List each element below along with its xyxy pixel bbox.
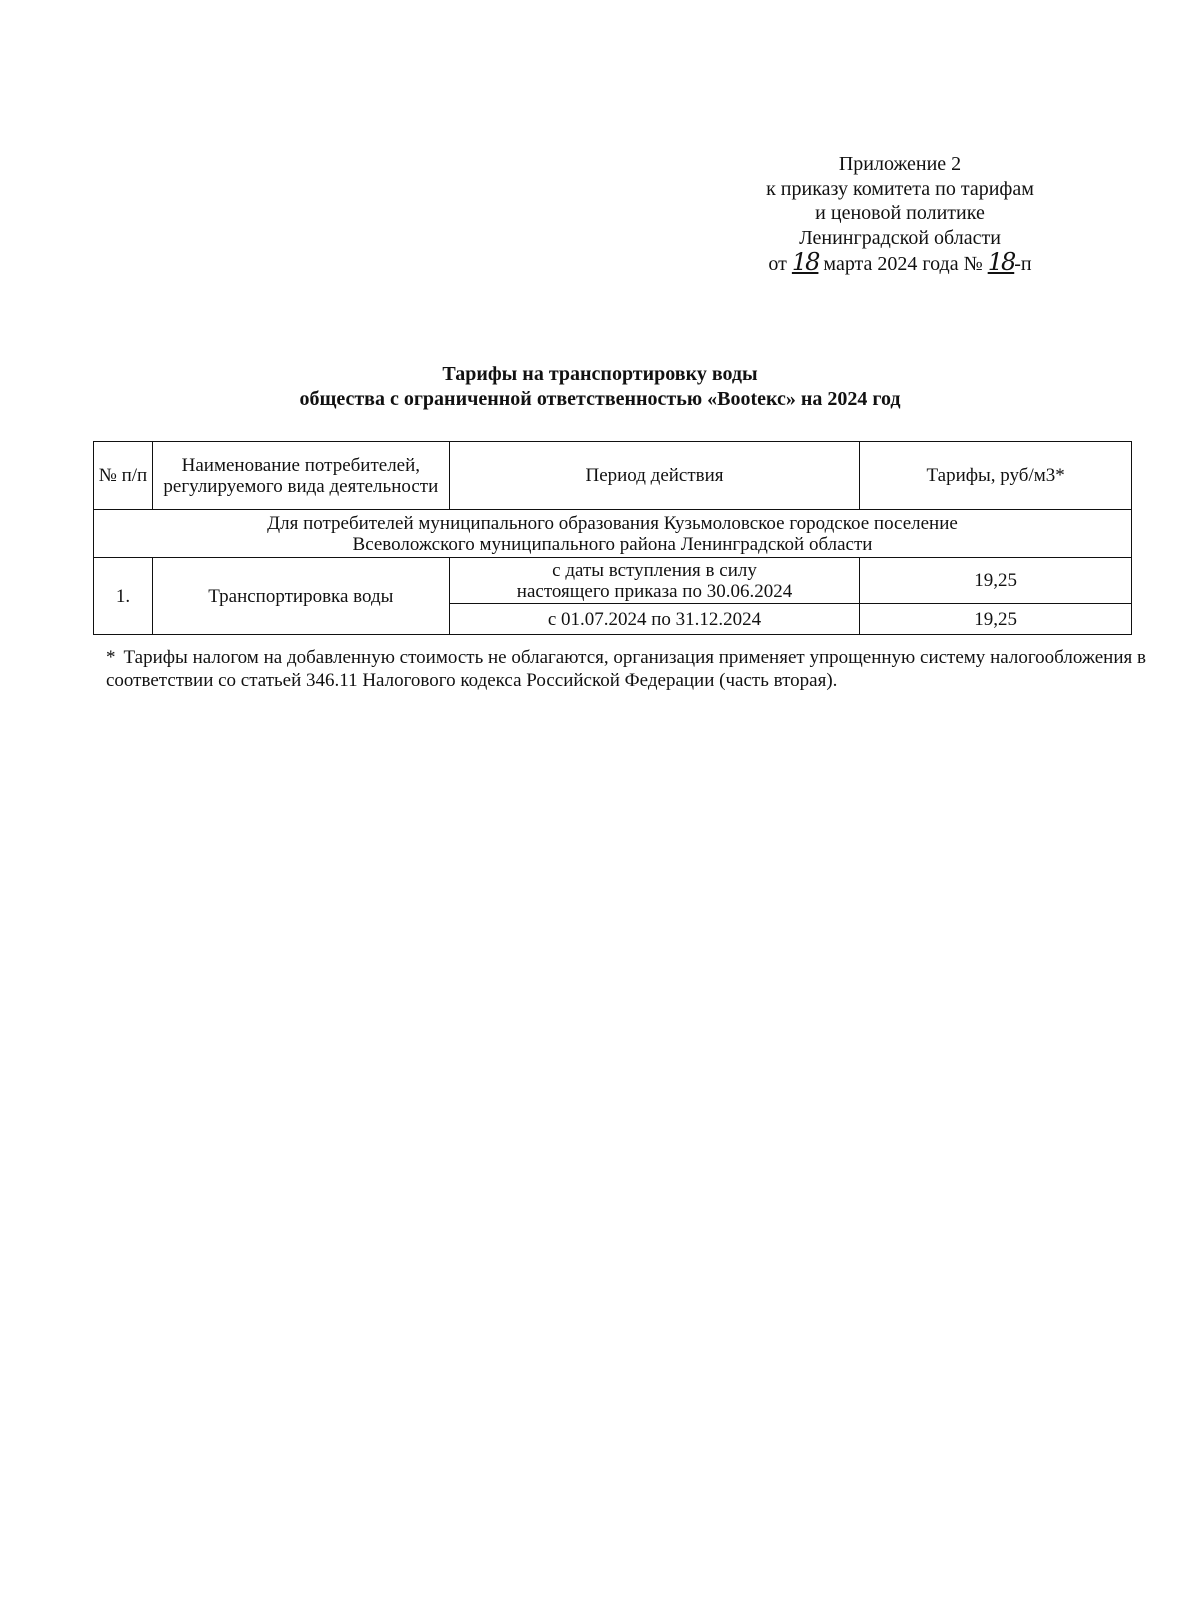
- table-row: [94, 558, 1132, 604]
- tariff-table: [93, 441, 1132, 635]
- appendix-line-4: Ленинградской области: [799, 226, 1001, 249]
- row-tariff-1: 19,25: [860, 558, 1132, 604]
- appendix-header: [700, 152, 1100, 277]
- row-period-1: [449, 558, 860, 604]
- header-tariff: Тарифы, руб/м3*: [860, 442, 1132, 510]
- header-period: Период действия: [449, 442, 860, 510]
- row-name: Транспортировка воды: [152, 558, 449, 635]
- row-period-2: с 01.07.2024 по 31.12.2024: [449, 604, 860, 635]
- header-num: № п/п: [94, 442, 153, 510]
- group-line-2: Всеволожского муниципального района Ленинградской области: [352, 533, 873, 555]
- appendix-date-line: [700, 250, 1100, 277]
- row-tariff-2: 19,25: [860, 604, 1132, 635]
- group-cell: [94, 510, 1132, 558]
- table-header-row: [94, 442, 1132, 510]
- appendix-line-1: Приложение 2: [838, 153, 962, 175]
- title-line-1: Тарифы на транспортировку воды: [442, 363, 758, 385]
- header-name: Наименование потребителей, регулируемого вида деятельности: [152, 442, 449, 510]
- period-1-line-1: с даты вступления в силу: [552, 559, 757, 581]
- group-line-1: Для потребителей муниципального образования Кузьмоловское городское поселение: [267, 512, 958, 534]
- handwritten-number: 18: [987, 248, 1015, 276]
- appendix-line-3: и ценовой политике: [815, 202, 985, 224]
- number-suffix: -п: [1014, 253, 1032, 275]
- period-1-line-2: настоящего приказа по 30.06.2024: [516, 580, 793, 602]
- row-num: 1.: [94, 558, 153, 635]
- footnote-text: Тарифы налогом на добавленную стоимость не облагаются, организация применяет упрощенную систему налогообложения в соответствии со статьей 346.11 Налогового кодекса Российской Федерации (часть вторая).: [106, 647, 1146, 691]
- document-title: [0, 362, 1200, 412]
- footnote-star: *: [106, 647, 116, 668]
- footnote: [106, 646, 1146, 692]
- table-group-row: [94, 510, 1132, 558]
- appendix-line-2: к приказу комитета по тарифам: [766, 177, 1034, 200]
- date-prefix: от: [768, 253, 787, 275]
- title-line-2: общества с ограниченной ответственностью «Вootекс» на 2024 год: [299, 388, 901, 410]
- handwritten-day: 18: [791, 248, 819, 276]
- date-middle: марта 2024 года №: [823, 253, 983, 275]
